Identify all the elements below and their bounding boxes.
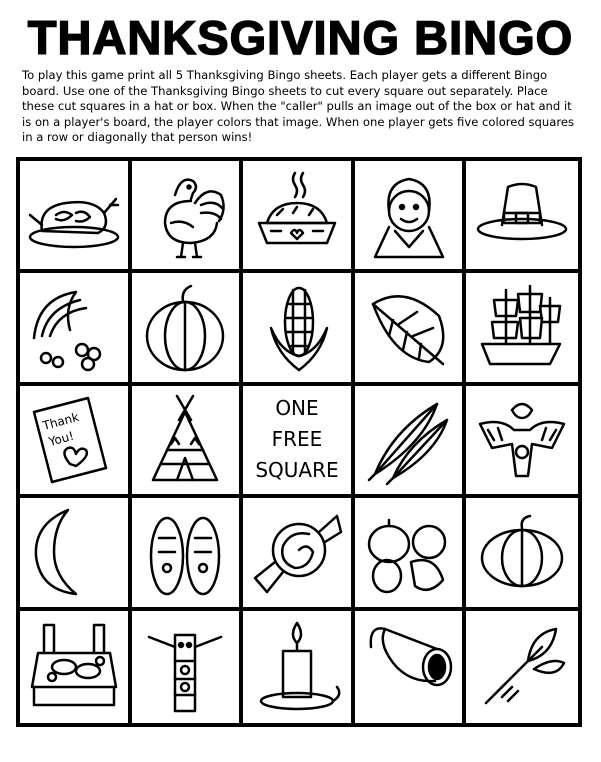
bingo-square[interactable] [355, 498, 467, 610]
thank-you-card-icon [24, 390, 124, 490]
free-square[interactable] [243, 386, 355, 498]
pilgrim-girl-icon [359, 165, 459, 265]
pilgrim-hat-icon [472, 165, 572, 265]
card-text-line1: Thank [40, 409, 81, 433]
cornucopia-fruit-icon [24, 278, 124, 378]
thunderbird-icon [472, 390, 572, 490]
bingo-square[interactable] [20, 386, 132, 498]
bingo-square[interactable] [243, 611, 355, 723]
bingo-square[interactable] [466, 161, 578, 273]
moccasins-icon [135, 502, 235, 602]
bingo-square[interactable] [355, 161, 467, 273]
instructions: To play this game print all 5 Thanksgiving Bingo sheets. Each player gets a different Bingo board. Use one of the Thanksgiving Bingo sheets to cut every square out separately. Place these cut squares in a hat or box. When the "caller" pulls an image out of the box or hat and it is on a player's board, the player colors that image. When one player gets five colored squares in a row or diagonally that person wins! [22, 68, 575, 145]
pumpkin-icon [135, 278, 235, 378]
leaf-icon [359, 278, 459, 378]
teepee-icon [135, 390, 235, 490]
corn-icon [247, 278, 347, 378]
bingo-square[interactable] [243, 273, 355, 385]
bingo-square[interactable] [132, 161, 244, 273]
small-pumpkin-icon [472, 502, 572, 602]
bingo-square[interactable] [132, 498, 244, 610]
bingo-square[interactable] [20, 611, 132, 723]
free-square-line-square: SQUARE [255, 458, 339, 483]
feather-arrow-icon [472, 617, 572, 717]
feast-table-icon [24, 617, 124, 717]
bingo-square[interactable] [466, 498, 578, 610]
page-title: THANKSGIVING BINGO [27, 11, 574, 64]
totem-pole-icon [135, 617, 235, 717]
free-square-line-free: FREE [271, 427, 323, 452]
bingo-board [16, 157, 582, 727]
card-text-line2: You! [46, 428, 76, 449]
mayflower-ship-icon [472, 278, 572, 378]
bingo-square[interactable] [355, 273, 467, 385]
bingo-square[interactable] [466, 273, 578, 385]
bingo-square[interactable] [466, 611, 578, 723]
moon-icon [24, 502, 124, 602]
candle-icon [247, 617, 347, 717]
bingo-square[interactable] [20, 273, 132, 385]
bingo-square[interactable] [243, 161, 355, 273]
bingo-square[interactable] [466, 386, 578, 498]
bingo-square[interactable] [20, 498, 132, 610]
bingo-square[interactable] [355, 386, 467, 498]
gourds-icon [359, 502, 459, 602]
candy-icon [247, 502, 347, 602]
bingo-square[interactable] [355, 611, 467, 723]
bingo-square[interactable] [20, 161, 132, 273]
feathers-icon [359, 390, 459, 490]
bingo-square[interactable] [132, 273, 244, 385]
free-square-line-one: ONE [275, 396, 319, 421]
roast-turkey-icon [24, 165, 124, 265]
bingo-square[interactable] [243, 498, 355, 610]
pie-icon [247, 165, 347, 265]
bingo-square[interactable] [132, 386, 244, 498]
bingo-square[interactable] [132, 611, 244, 723]
horn-of-plenty-icon [359, 617, 459, 717]
turkey-icon [135, 165, 235, 265]
